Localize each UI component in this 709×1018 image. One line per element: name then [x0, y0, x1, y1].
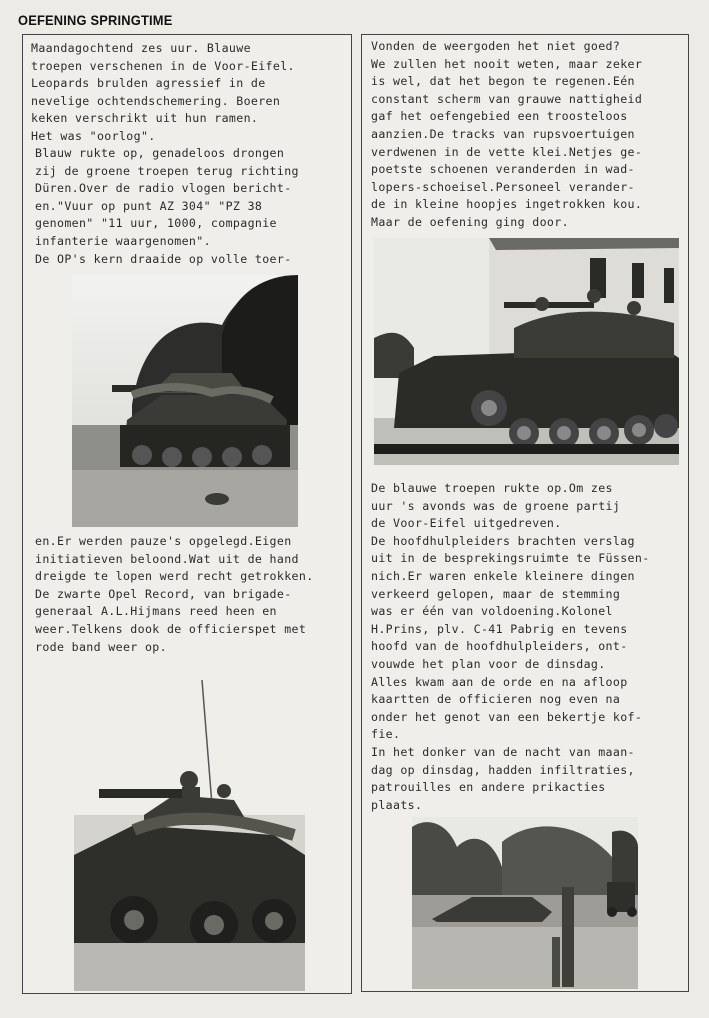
right-paragraph-2: De blauwe troepen rukte op.Om zes uur 's avonds was de groene partij de Voor-Eifel uitgedreven. De hoofdhulpleiders brachten verslag uit in de besprekingsruimte te Füssen- nich.Er waren enkele kleinere dingen verkeerd gelopen, maar de stemming was er één van voldoening.Kolonel H.Prins, plv. C-41 Pabrig en tevens hoofd van de hoofdhulpleiders, ont- vouwde het plan voor de dinsdag. Alles kwam aan de orde en na afloop kaartten de officieren nog even na onder het genot van een bekertje kof- fie. In het donker van de nacht van maan- dag op dinsdag, hadden infiltraties, patrouilles en andere prikacties plaats. — [371, 481, 650, 812]
photo-armoured-car — [74, 675, 305, 991]
left-paragraph-1: Maandagochtend zes uur. Blauwe troepen verschenen in de Voor-Eifel. Leopards brulden agressief in de nevelige ochtendschemering. Boeren keken verschrikt uit hun ramen. Het was "oorlog". — [31, 41, 295, 143]
photo-tank-village — [374, 238, 679, 465]
article-title: OEFENING SPRINGTIME — [18, 12, 173, 28]
right-paragraph-1: Vonden de weergoden het niet goed? We zullen het nooit weten, maar zeker is wel, dat het begon te regenen.Eén constant scherm van grauwe nattigheid gaf het oefengebied een troosteloos aanzien.De tracks van rupsvoertuigen verdwenen in de vette klei.Netjes ge- poetste schoenen veranderden in wad- lopers-schoeisel.Personeel verander- de in kleine hoopjes ingetrokken kou. Maar de oefening ging door. — [371, 39, 643, 229]
photo-field-trees — [412, 817, 638, 989]
photo-leopard-tank — [72, 275, 298, 527]
right-column — [361, 34, 689, 992]
left-column — [22, 34, 352, 994]
left-paragraph-2: Blauw rukte op, genadeloos drongen zij de groene troepen terug richting Düren.Over de radio vlogen bericht- en."Vuur op punt AZ 304" "PZ 38 genomen" "11 uur, 1000, compagnie infanterie waargenomen". De OP's kern draaide op volle toer- — [35, 146, 299, 266]
left-paragraph-3: en.Er werden pauze's opgelegd.Eigen initiatieven beloond.Wat uit de hand dreigde te lopen werd recht getrokken. De zwarte Opel Record, van brigade- generaal A.L.Hijmans reed heen en weer.Telkens dook de officierspet met rode band weer op. — [35, 534, 314, 654]
